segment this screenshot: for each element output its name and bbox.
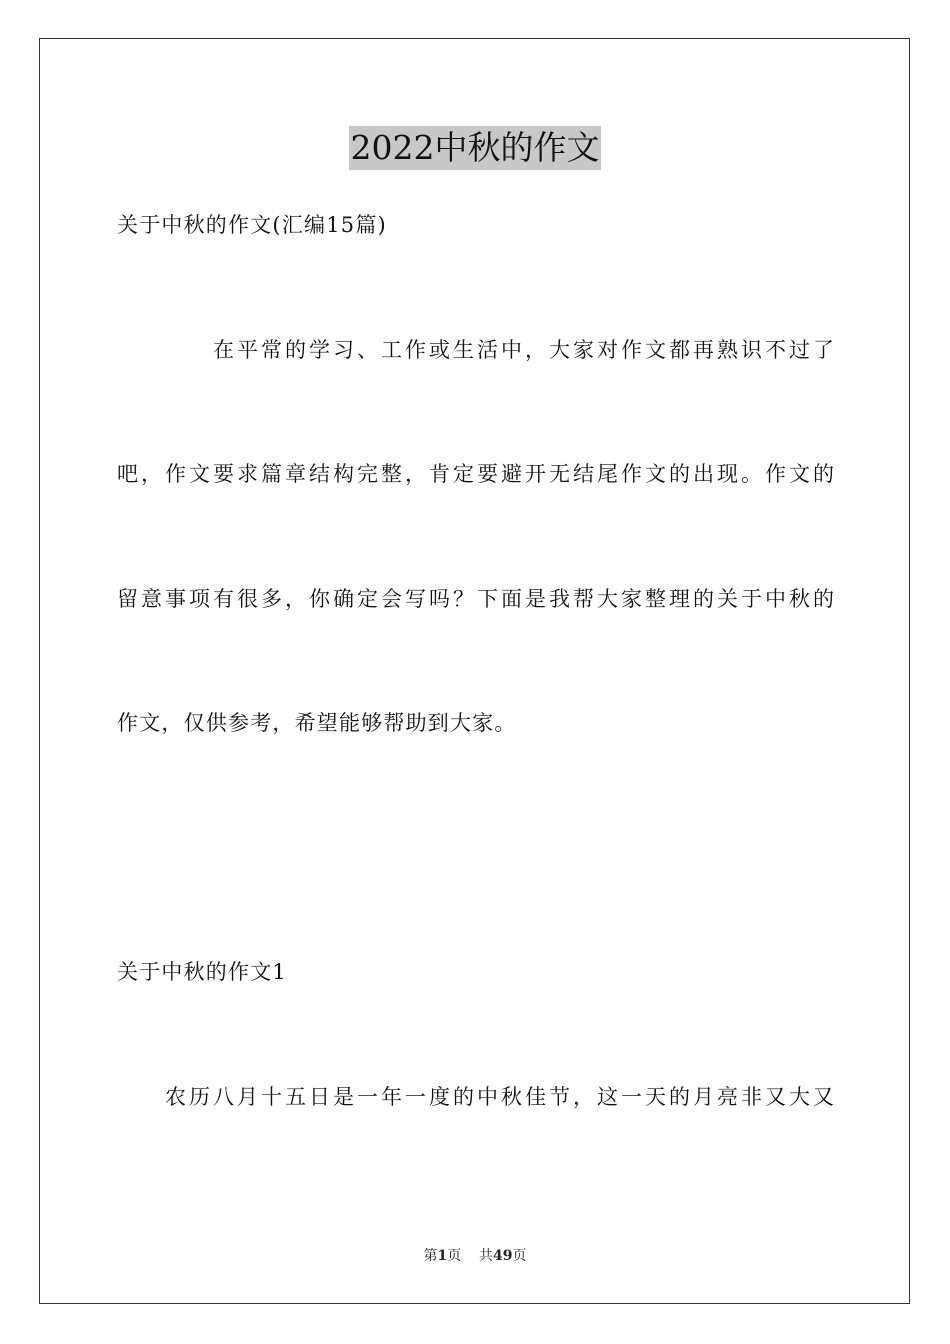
section-first-line: 农历八月十五日是一年一度的中秋佳节，这一天的月亮非又大又 (165, 1085, 834, 1109)
document-title-text: 2022中秋的作文 (349, 126, 602, 170)
intro-line-4: 作文，仅供参考，希望能够帮助到大家。 (117, 711, 517, 735)
total-pages: 49 (493, 1248, 513, 1264)
page-number: 1 (437, 1248, 448, 1264)
intro-line-3: 留意事项有很多，你确定会写吗？下面是我帮大家整理的关于中秋的 (117, 587, 834, 611)
section-heading: 关于中秋的作文1 (117, 960, 287, 984)
document-title (0, 126, 950, 170)
total-label-suffix: 页 (512, 1248, 527, 1264)
page-label-suffix: 页 (447, 1248, 462, 1264)
page-label-prefix: 第 (423, 1248, 438, 1264)
page-footer (0, 1246, 950, 1266)
document-subtitle: 关于中秋的作文(汇编15篇) (117, 213, 387, 237)
intro-line-1: 在平常的学习、工作或生活中，大家对作文都再熟识不过了 (213, 338, 834, 362)
intro-line-2: 吧，作文要求篇章结构完整，肯定要避开无结尾作文的出现。作文的 (117, 462, 834, 486)
total-label-prefix: 共 (479, 1248, 494, 1264)
